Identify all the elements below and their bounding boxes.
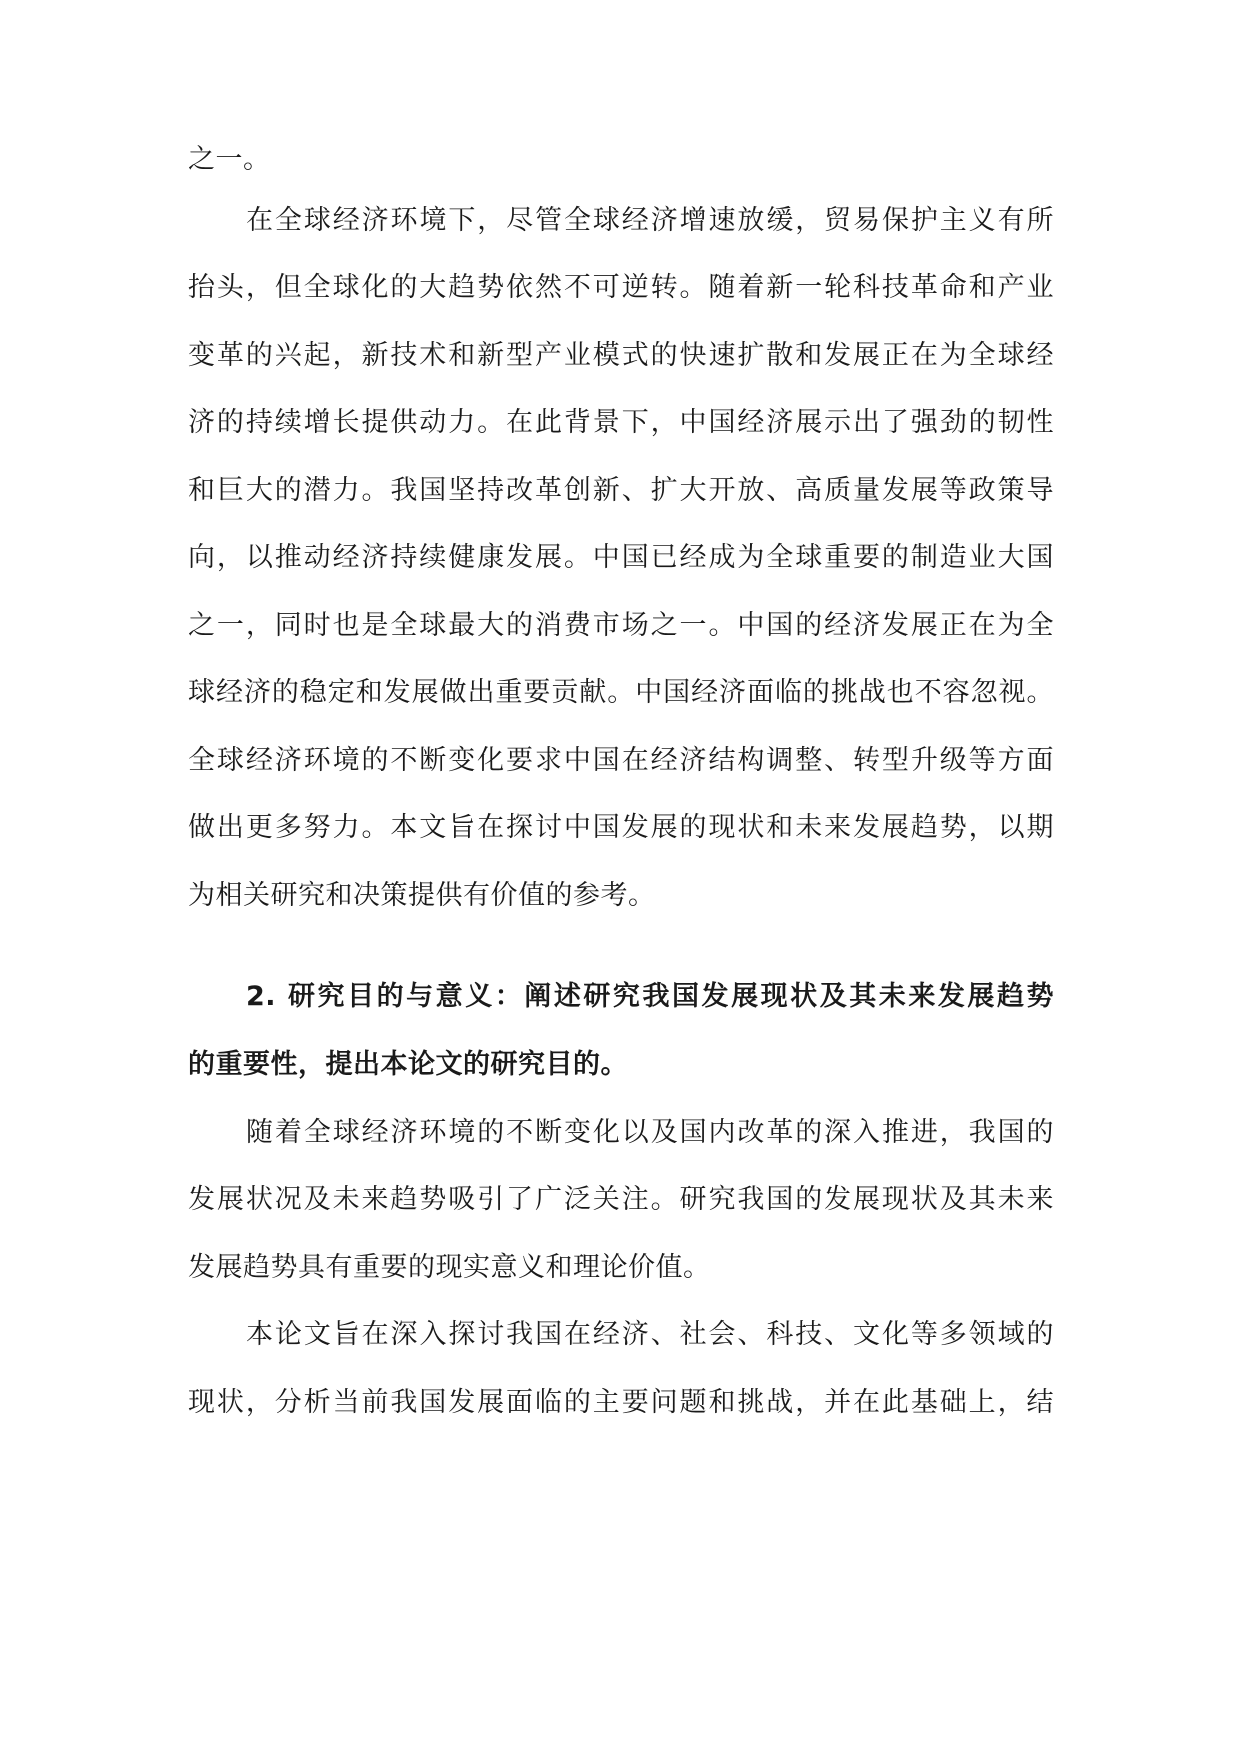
section-heading-line: 的重要性，提出本论文的研究目的。 bbox=[188, 1049, 628, 1080]
paragraph-line: 全球经济环境的不断变化要求中国在经济结构调整、转型升级等方面 bbox=[188, 745, 1054, 776]
paragraph-line: 发展趋势具有重要的现实意义和理论价值。 bbox=[188, 1252, 711, 1283]
paragraph-line: 和巨大的潜力。我国坚持改革创新、扩大开放、高质量发展等政策导 bbox=[188, 475, 1054, 506]
paragraph-line: 抬头，但全球化的大趋势依然不可逆转。随着新一轮科技革命和产业 bbox=[188, 272, 1054, 303]
paragraph-line: 现状，分析当前我国发展面临的主要问题和挑战，并在此基础上，结 bbox=[188, 1387, 1054, 1418]
paragraph-line: 向，以推动经济持续健康发展。中国已经成为全球重要的制造业大国 bbox=[188, 542, 1054, 573]
paragraph-line: 济的持续增长提供动力。在此背景下，中国经济展示出了强劲的韧性 bbox=[188, 407, 1054, 438]
paragraph-line: 本论文旨在深入探讨我国在经济、社会、科技、文化等多领域的 bbox=[246, 1319, 1054, 1350]
paragraph-line: 之一。 bbox=[188, 144, 271, 175]
paragraph-line: 在全球经济环境下，尽管全球经济增速放缓，贸易保护主义有所 bbox=[246, 205, 1054, 236]
paragraph-line: 之一，同时也是全球最大的消费市场之一。中国的经济发展正在为全 bbox=[188, 610, 1054, 641]
paragraph-line: 为相关研究和决策提供有价值的参考。 bbox=[188, 880, 656, 911]
section-heading-line: 2. 研究目的与意义：阐述研究我国发展现状及其未来发展趋势 bbox=[246, 981, 1054, 1012]
paragraph-line: 变革的兴起，新技术和新型产业模式的快速扩散和发展正在为全球经 bbox=[188, 340, 1054, 371]
paragraph-line: 发展状况及未来趋势吸引了广泛关注。研究我国的发展现状及其未来 bbox=[188, 1184, 1054, 1215]
paragraph-line: 球经济的稳定和发展做出重要贡献。中国经济面临的挑战也不容忽视。 bbox=[188, 677, 1054, 708]
paragraph-line: 随着全球经济环境的不断变化以及国内改革的深入推进，我国的 bbox=[246, 1117, 1054, 1148]
paragraph-line: 做出更多努力。本文旨在探讨中国发展的现状和未来发展趋势，以期 bbox=[188, 812, 1054, 843]
